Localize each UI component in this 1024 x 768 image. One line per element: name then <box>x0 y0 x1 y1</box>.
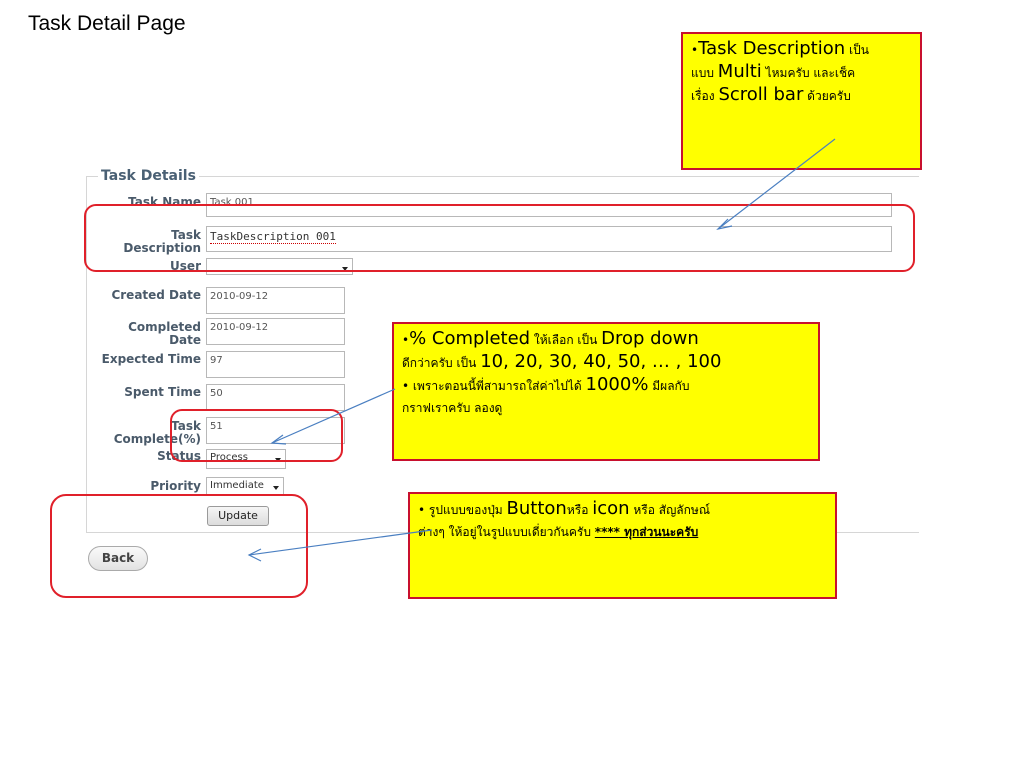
callout-completed-text: ดีกว่าครับ เป็น <box>402 356 481 370</box>
task-description-value: TaskDescription 001 <box>210 230 336 243</box>
task-description-label-line1: Task <box>171 228 201 242</box>
status-label: Status <box>157 449 201 463</box>
callout-description-text: ไหมครับ และเช็ค <box>761 66 856 80</box>
created-date-input[interactable]: 2010-09-12 <box>206 287 345 314</box>
task-name-input[interactable]: Task 001 <box>206 193 892 217</box>
spent-time-label: Spent Time <box>124 385 201 399</box>
callout-buttons-text: หรือ สัญลักษณ์ <box>629 503 710 517</box>
callout-buttons-text: หรือ <box>566 503 593 517</box>
update-button[interactable]: Update <box>207 506 269 526</box>
callout-description-scrollbar: Scroll bar <box>718 84 804 105</box>
fieldset-legend: Task Details <box>98 168 199 184</box>
back-button[interactable]: Back <box>88 546 148 571</box>
completed-date-label-line1: Completed <box>128 320 201 334</box>
task-complete-label-line1: Task <box>171 419 201 433</box>
callout-buttons-icon: icon <box>592 498 630 519</box>
callout-completed-text: เพราะตอนนี้พี่สามารถใส่ค่าไปได้ <box>409 379 586 393</box>
expected-time-label: Expected Time <box>101 352 201 366</box>
bullet-icon: • <box>691 43 699 57</box>
callout-buttons-text: รูปแบบของปุ่ม <box>425 503 507 517</box>
created-date-label: Created Date <box>111 288 201 302</box>
callout-description-field: Task Description <box>698 38 846 59</box>
callout-description-text: แบบ <box>691 66 718 80</box>
callout-buttons-button: Button <box>506 498 567 519</box>
bullet-icon: • <box>402 379 410 393</box>
bullet-icon: • <box>418 503 426 517</box>
callout-description-multi: Multi <box>717 61 762 82</box>
callout-completed-text: กราฟเราครับ ลองดู <box>402 401 503 415</box>
callout-completed-text: มีผลกับ <box>648 379 690 393</box>
completed-date-input[interactable]: 2010-09-12 <box>206 318 345 345</box>
task-name-label: Task Name <box>128 195 201 209</box>
arrow-complete <box>272 389 395 443</box>
arrow-description <box>718 139 835 229</box>
callout-description-text: เป็น <box>845 43 869 57</box>
priority-label: Priority <box>150 479 201 493</box>
callout-description-text: เรื่อง <box>691 89 719 103</box>
spent-time-input[interactable]: 50 <box>206 384 345 411</box>
callout-description-text: ด้วยครับ <box>803 89 851 103</box>
callout-completed-text: ให้เลือก เป็น <box>530 333 602 347</box>
callout-completed-values: 10, 20, 30, 40, 50, … , 100 <box>480 351 722 372</box>
task-complete-input[interactable]: 51 <box>206 417 345 444</box>
callout-completed-field: % Completed <box>409 328 531 349</box>
callout-completed-dropdown: Drop down <box>601 328 699 349</box>
priority-select-value: Immediate <box>210 480 264 491</box>
callout-completed-1000: 1000% <box>585 374 649 395</box>
completed-date-label-line2: Date <box>169 333 201 347</box>
bullet-icon: • <box>402 333 410 347</box>
slide-title: Task Detail Page <box>28 12 186 35</box>
expected-time-input[interactable]: 97 <box>206 351 345 378</box>
task-description-label-line2: Description <box>123 241 201 255</box>
callout-buttons-emphasis: **** ทุกส่วนนะครับ <box>594 525 699 539</box>
callout-buttons-text: ต่างๆ ให้อยู่ในรูปแบบเดี่ยวกันครับ <box>418 525 595 539</box>
status-select-value: Process <box>210 452 248 463</box>
user-label: User <box>170 259 201 273</box>
task-complete-label-line2: Complete(%) <box>113 432 201 446</box>
arrow-buttons <box>249 530 432 555</box>
